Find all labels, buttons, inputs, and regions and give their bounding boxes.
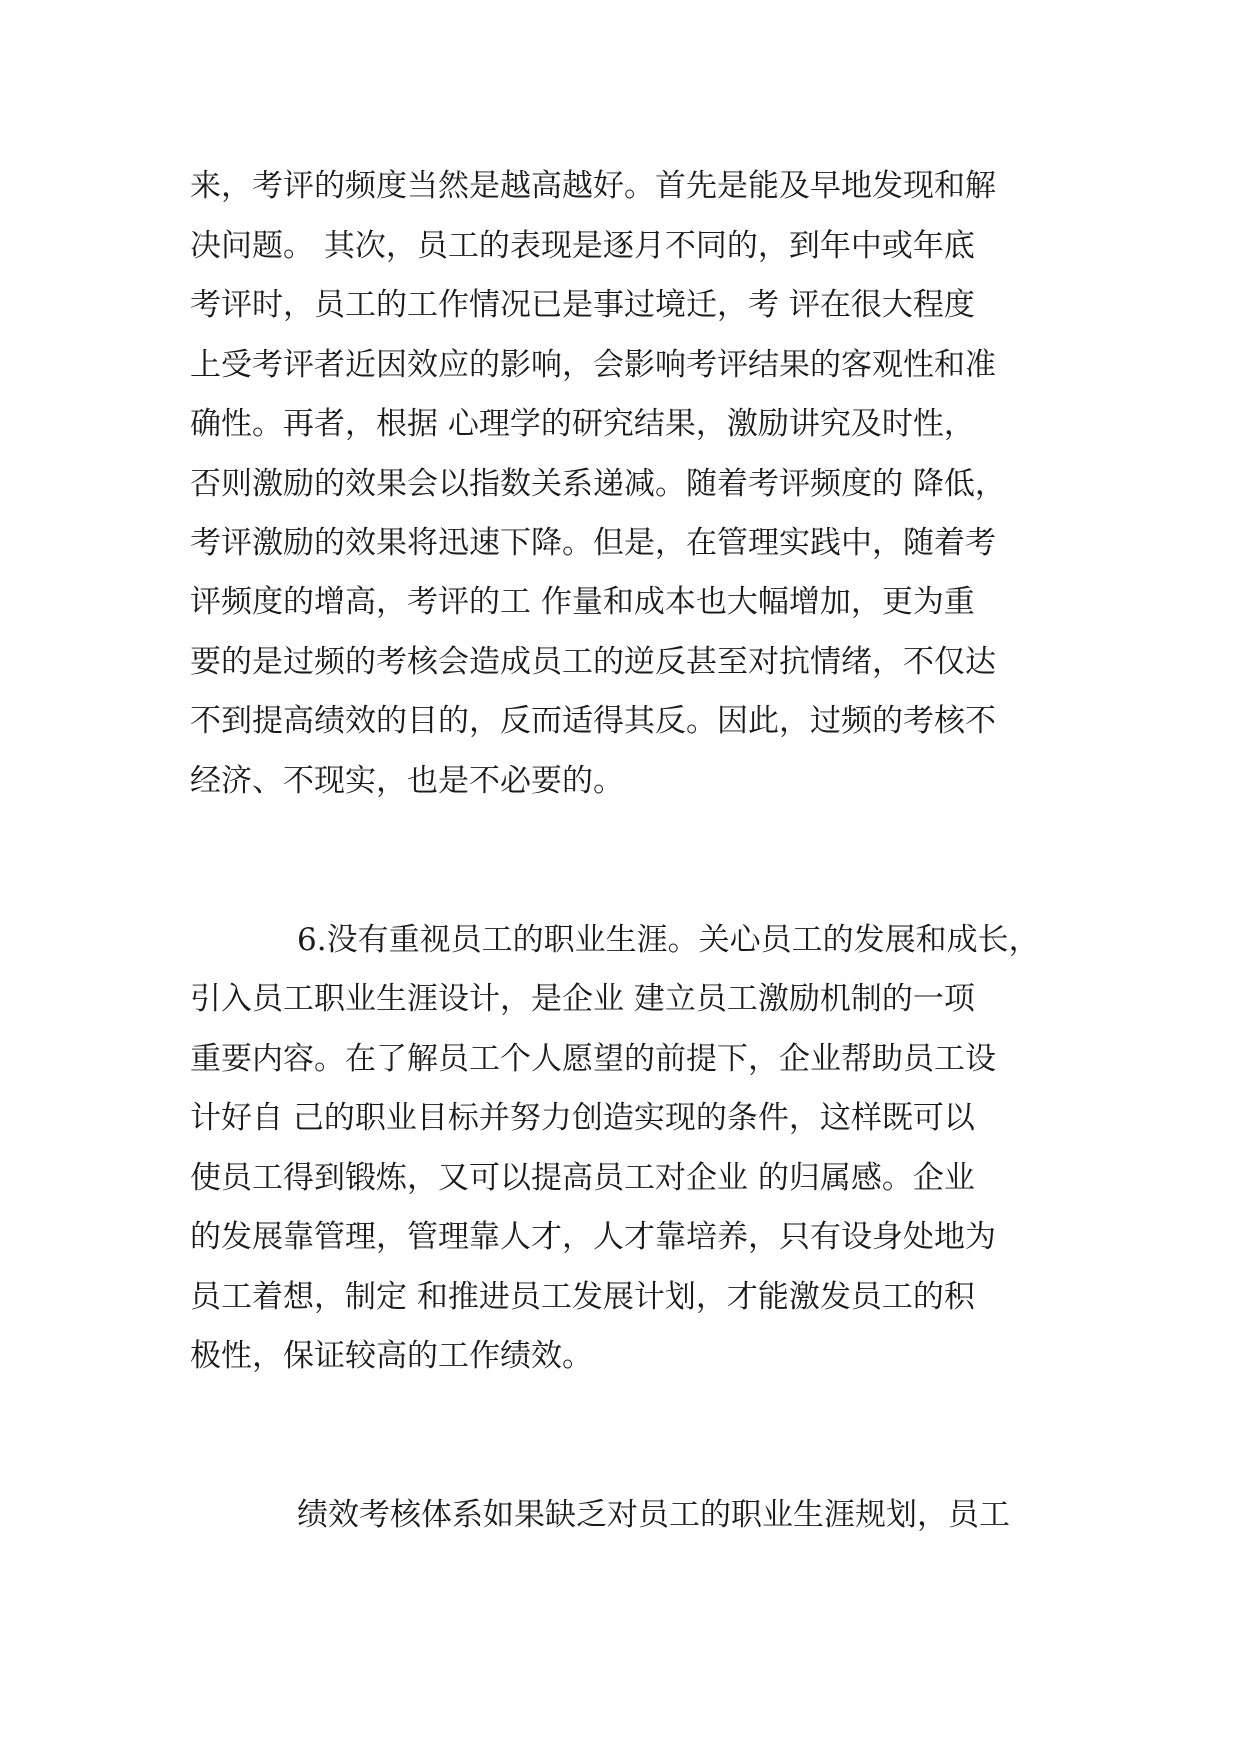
paragraph-line: 员工着想，制定 和推进员工发展计划，才能激发员工的积 bbox=[190, 1279, 975, 1315]
paragraph-line: 要的是过频的考核会造成员工的逆反甚至对抗情绪，不仅达 bbox=[190, 644, 996, 680]
paragraph-line: 来，考评的频度当然是越高越好。首先是能及早地发现和解 bbox=[190, 168, 996, 204]
paragraph-line: 的发展靠管理，管理靠人才，人才靠培养，只有设身处地为 bbox=[190, 1219, 996, 1255]
paragraph-line: 极性，保证较高的工作绩效。 bbox=[190, 1338, 593, 1374]
paragraph-line: 不到提高绩效的目的，反而适得其反。因此，过频的考核不 bbox=[190, 703, 996, 739]
paragraph-line: 考评激励的效果将迅速下降。但是，在管理实践中，随着考 bbox=[190, 525, 996, 561]
paragraph-line: 评频度的增高，考评的工 作量和成本也大幅增加，更为重 bbox=[190, 584, 975, 620]
paragraph-line: 重要内容。在了解员工个人愿望的前提下，企业帮助员工设 bbox=[190, 1041, 996, 1077]
paragraph-line: 确性。再者，根据 心理学的研究结果，激励讲究及时性， bbox=[190, 406, 975, 442]
paragraph-line: 绩效考核体系如果缺乏对员工的职业生涯规划，员工 bbox=[297, 1497, 1010, 1533]
paragraph-line: 计好自 己的职业目标并努力创造实现的条件，这样既可以 bbox=[190, 1100, 975, 1136]
paragraph-line: 经济、不现实，也是不必要的。 bbox=[190, 763, 624, 799]
paragraph-line: 引入员工职业生涯设计，是企业 建立员工激励机制的一项 bbox=[190, 981, 975, 1017]
paragraph-line: 决问题。 其次，员工的表现是逐月不同的，到年中或年底 bbox=[190, 228, 975, 264]
paragraph-line: 考评时，员工的工作情况已是事过境迁，考 评在很大程度 bbox=[190, 287, 975, 323]
paragraph-line: 否则激励的效果会以指数关系递减。随着考评频度的 降低， bbox=[190, 466, 1006, 502]
paragraph-line: 使员工得到锻炼，又可以提高员工对企业 的归属感。企业 bbox=[190, 1160, 975, 1196]
paragraph-line: 上受考评者近因效应的影响，会影响考评结果的客观性和准 bbox=[190, 347, 996, 383]
paragraph-line: 6.没有重视员工的职业生涯。关心员工的发展和成长， bbox=[297, 922, 1040, 958]
